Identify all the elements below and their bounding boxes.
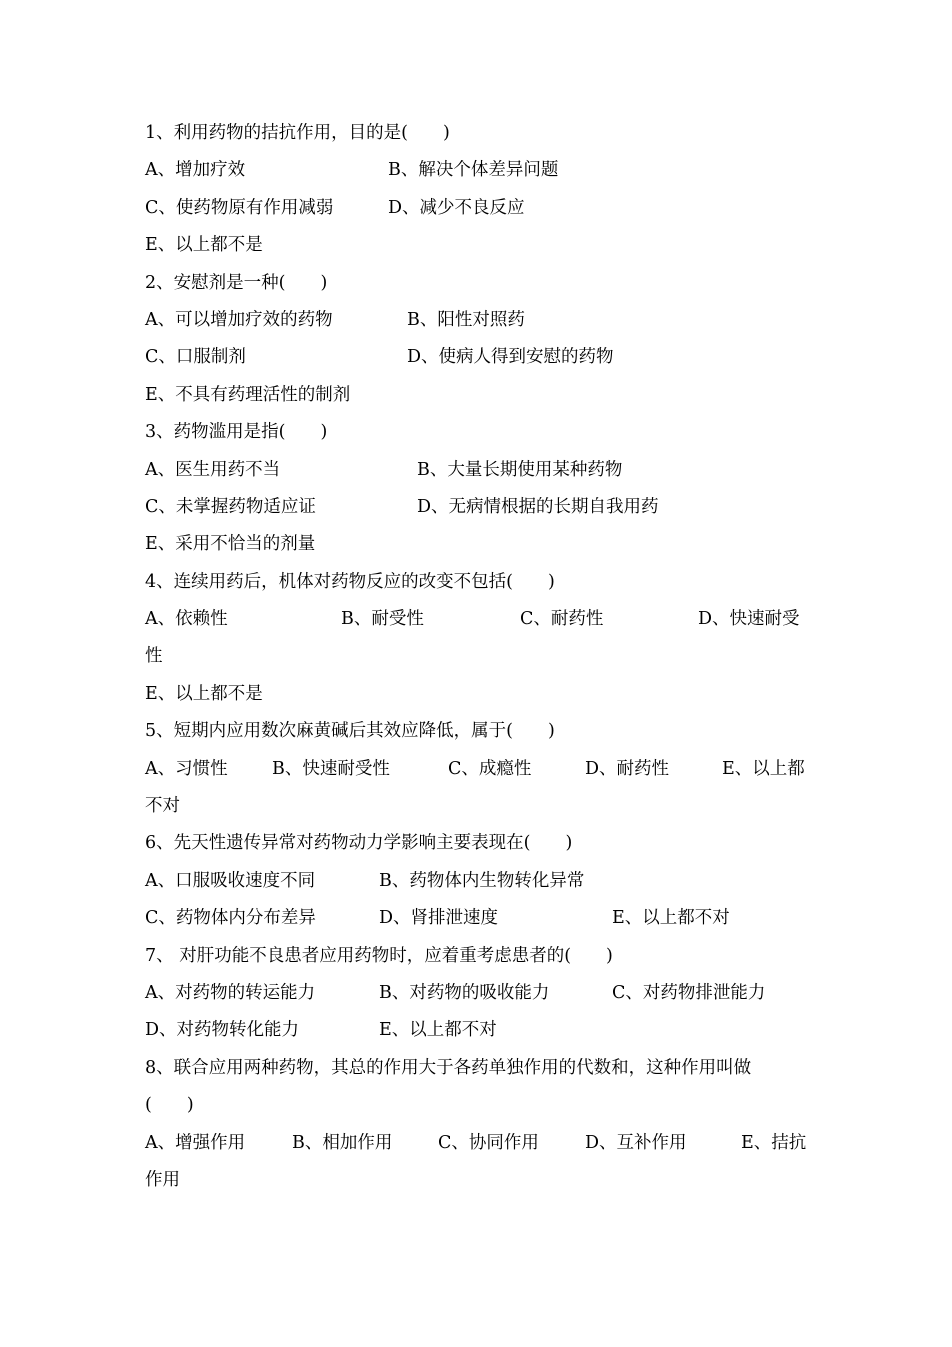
question-5-stem: 5、短期内应用数次麻黄碱后其效应降低，属于( ): [145, 721, 555, 742]
question-1-stem: 1、利用药物的拮抗作用，目的是( ): [145, 123, 450, 143]
question-5-option-c: C、成瘾性: [448, 758, 532, 779]
question-1-options-row-1: [145, 152, 815, 189]
question-7-options-row-2: [145, 1012, 815, 1049]
question-2-option-e: E、不具有药理活性的制剂: [145, 384, 351, 405]
question-8-options-row: [145, 1125, 815, 1162]
question-4-option-b: B、耐受性: [341, 609, 424, 630]
question-3-option-e: E、采用不恰当的剂量: [145, 534, 316, 555]
question-3-options-row-2: [145, 489, 815, 526]
question-8-option-b: B、相加作用: [292, 1132, 393, 1153]
question-3-option-b: B、大量长期使用某种药物: [417, 459, 623, 480]
question-4-option-c: C、耐药性: [520, 609, 604, 630]
question-7-option-c: C、对药物排泄能力: [612, 982, 766, 1003]
question-8-option-e-wrap: 作用: [145, 1169, 180, 1190]
question-6-options-row-2: [145, 900, 815, 937]
question-8-option-c: C、协同作用: [438, 1132, 539, 1153]
question-2-option-b: B、阳性对照药: [407, 309, 525, 330]
question-1-option-b: B、解决个体差异问题: [388, 160, 559, 181]
question-2-option-d: D、使病人得到安慰的药物: [407, 347, 614, 368]
question-4-option-d-wrap: 性: [145, 646, 163, 667]
question-5-option-e-wrap: 不对: [145, 796, 180, 817]
question-2-options-row-1: [145, 302, 815, 339]
question-4-stem: 4、连续用药后，机体对药物反应的改变不包括( ): [145, 571, 555, 592]
question-7-option-a: A、对药物的转运能力: [145, 982, 316, 1003]
question-4-option-e: E、以上都不是: [145, 683, 263, 704]
question-4-options-row: [145, 601, 815, 638]
question-2-option-a: A、可以增加疗效的药物: [145, 309, 333, 330]
question-5-option-e: E、以上都: [722, 758, 805, 779]
question-8-stem: 8、联合应用两种药物，其总的作用大于各药单独作用的代数和，这种作用叫做: [145, 1057, 752, 1078]
question-6-options-row-1: [145, 863, 815, 900]
question-7-option-e: E、以上都不对: [379, 1020, 497, 1041]
question-3-option-c: C、未掌握药物适应证: [145, 496, 316, 517]
question-7-stem: 7、 对肝功能不良患者应用药物时，应着重考虑患者的( ): [145, 945, 613, 966]
question-6-option-e: E、以上都不对: [612, 908, 730, 929]
question-3-option-a: A、医生用药不当: [145, 459, 281, 480]
question-3-options-row-1: [145, 452, 815, 489]
question-2-stem: 2、安慰剂是一种( ): [145, 272, 328, 293]
question-6-option-d: D、肾排泄速度: [379, 908, 499, 929]
question-2-options-row-2: [145, 339, 815, 376]
question-7-options-row-1: [145, 975, 815, 1012]
question-5-options-row: [145, 751, 815, 788]
question-5-option-a: A、习惯性: [145, 758, 228, 779]
question-5-option-b: B、快速耐受性: [272, 758, 390, 779]
question-7-option-b: B、对药物的吸收能力: [379, 982, 550, 1003]
question-4-option-d: D、快速耐受: [698, 609, 800, 630]
question-8-option-e: E、拮抗: [741, 1132, 807, 1153]
question-6-option-b: B、药物体内生物转化异常: [379, 870, 585, 891]
question-1-option-a: A、增加疗效: [145, 160, 246, 181]
question-2-option-c: C、口服制剂: [145, 347, 246, 368]
question-8-option-a: A、增强作用: [145, 1132, 246, 1153]
question-3-stem: 3、药物滥用是指( ): [145, 422, 328, 443]
question-8-option-d: D、互补作用: [585, 1132, 687, 1153]
question-1-options-row-2: [145, 190, 815, 227]
question-8-stem-wrap: ( ): [145, 1095, 194, 1116]
question-7-option-d: D、对药物转化能力: [145, 1020, 300, 1041]
question-3-option-d: D、无病情根据的长期自我用药: [417, 496, 659, 517]
question-6-option-a: A、口服吸收速度不同: [145, 870, 316, 891]
question-1-option-e: E、以上都不是: [145, 235, 263, 256]
question-6-option-c: C、药物体内分布差异: [145, 908, 316, 929]
question-1-option-d: D、减少不良反应: [388, 197, 525, 218]
question-5-option-d: D、耐药性: [585, 758, 670, 779]
question-6-stem: 6、先天性遗传异常对药物动力学影响主要表现在( ): [145, 833, 573, 854]
question-4-option-a: A、依赖性: [145, 609, 228, 630]
question-1-option-c: C、使药物原有作用减弱: [145, 197, 334, 218]
question-list: [145, 115, 815, 1199]
